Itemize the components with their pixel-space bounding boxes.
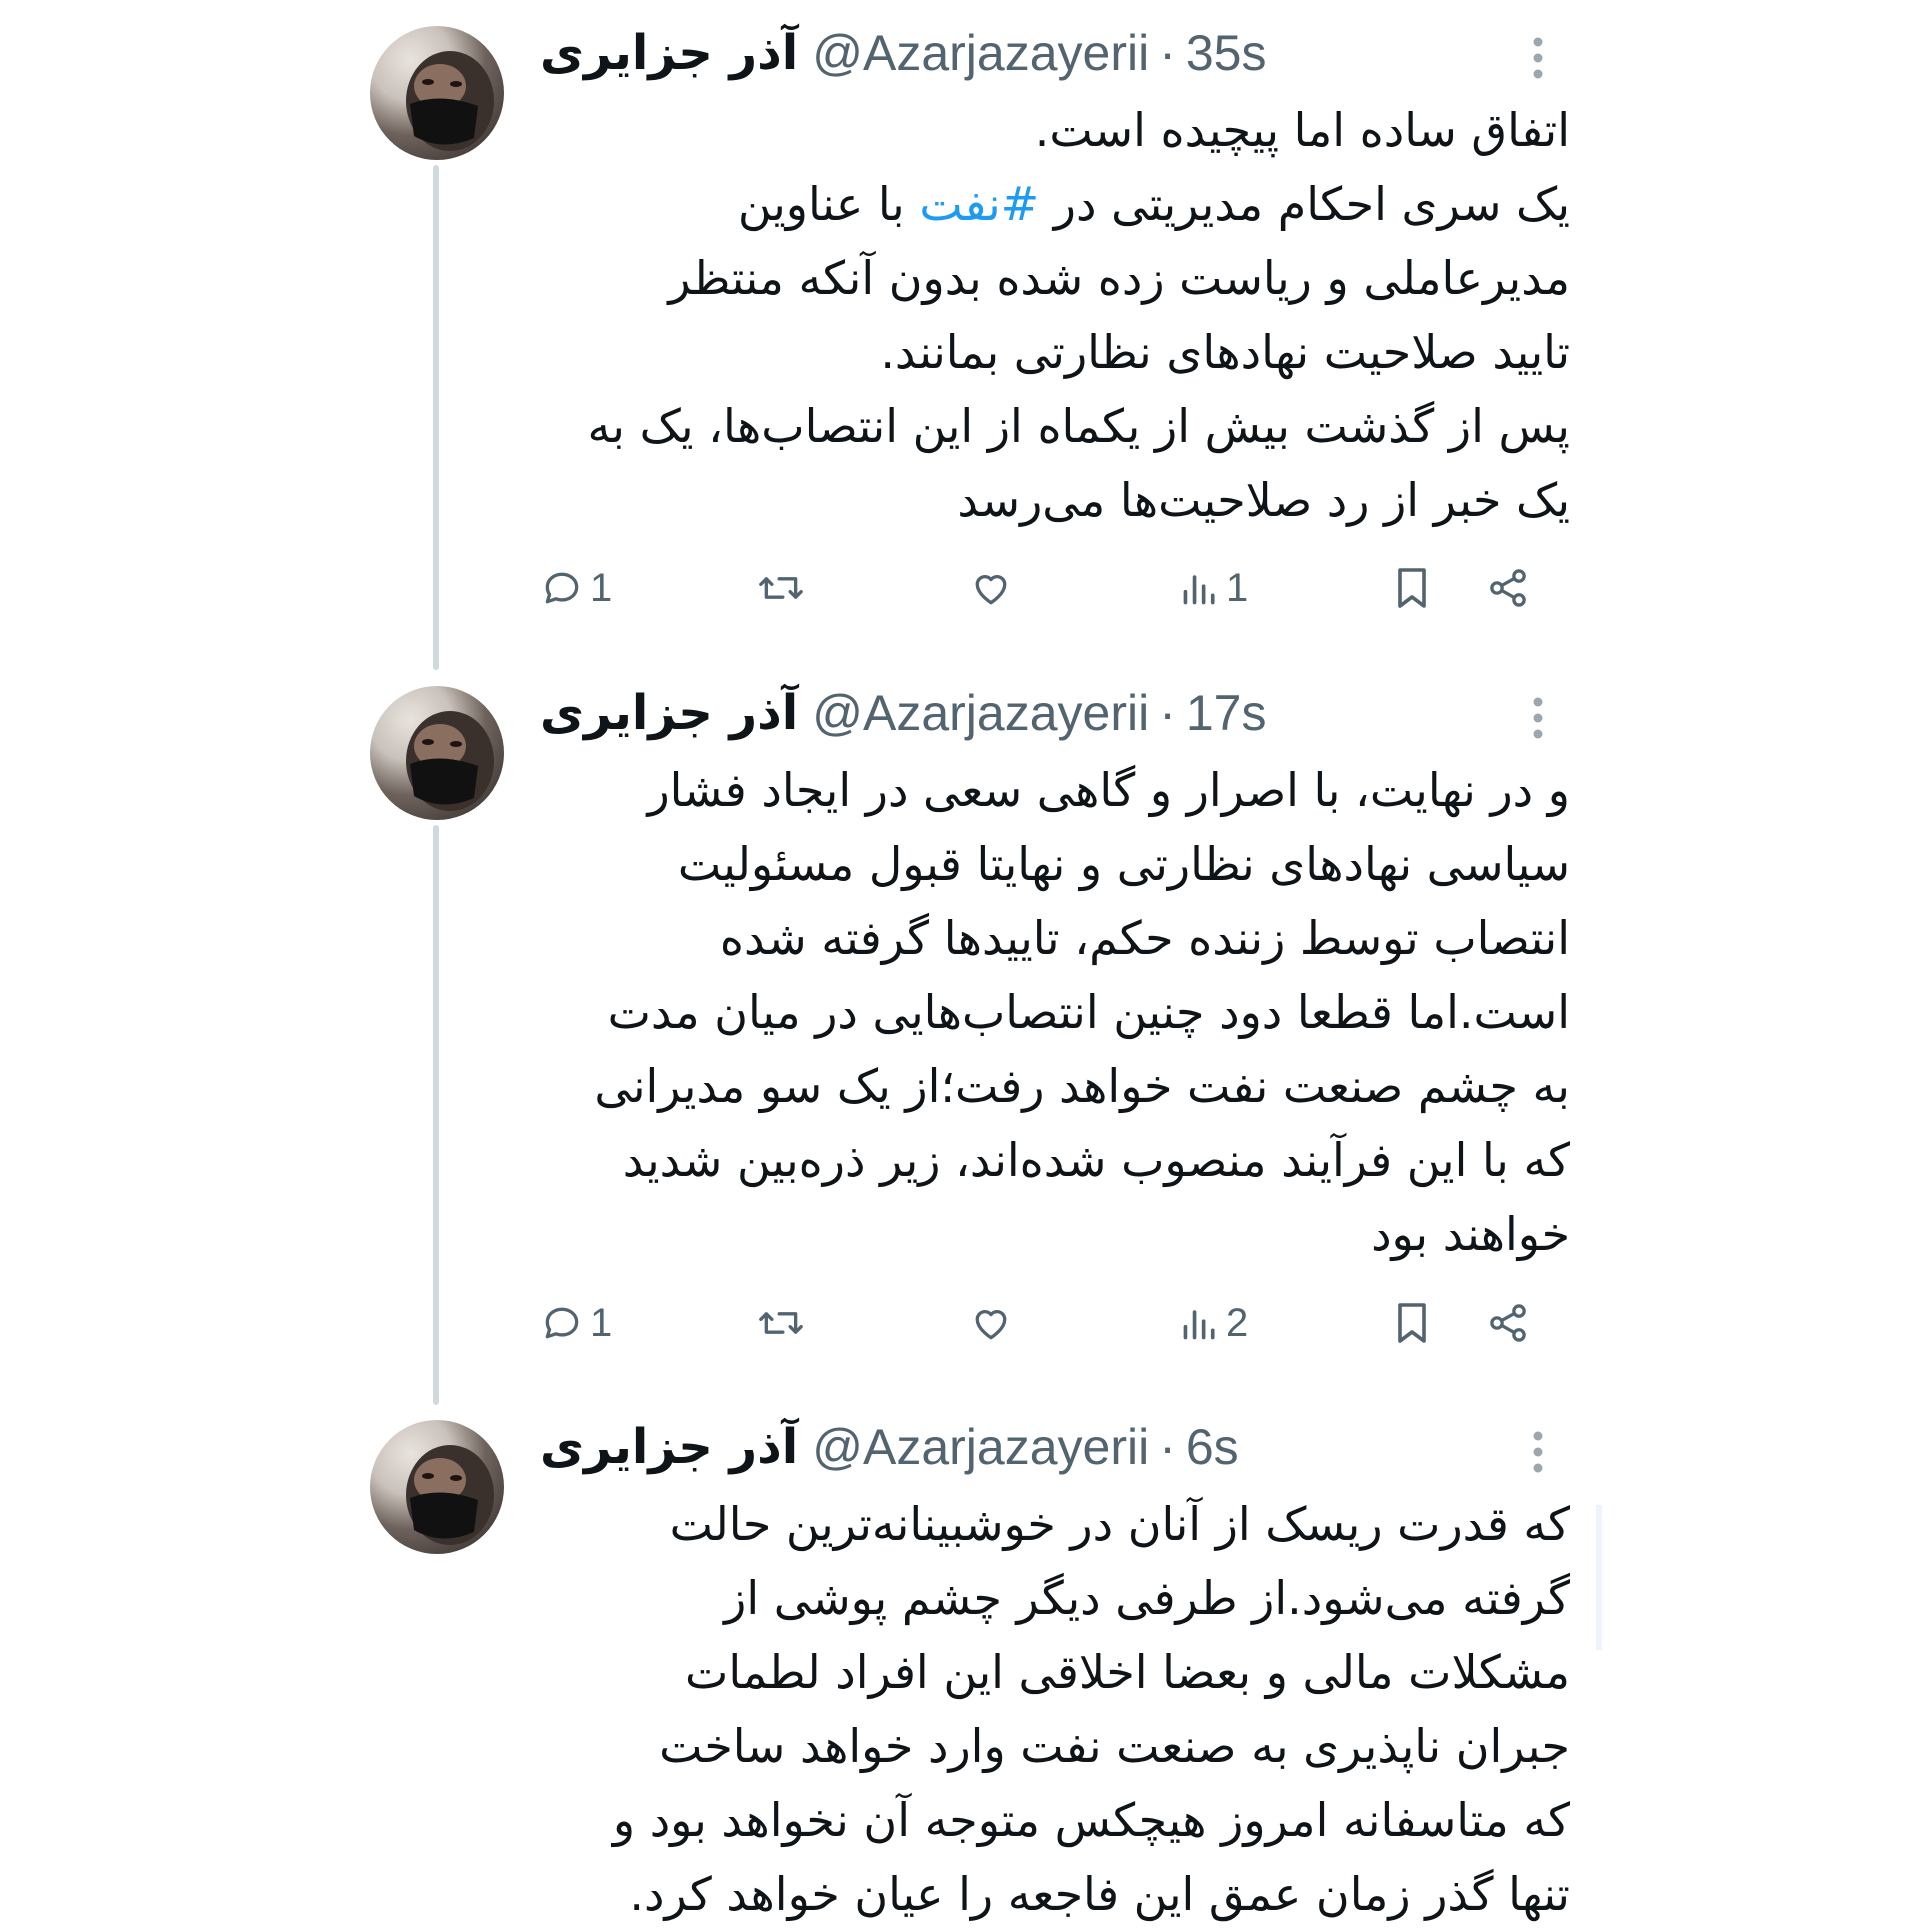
tweet-text-segment: یک سری احکام مدیریتی در xyxy=(1039,177,1570,231)
tweet-text xyxy=(540,1487,1570,1931)
reply-count: 1 xyxy=(590,1300,613,1345)
retweet-button[interactable] xyxy=(756,1293,806,1353)
like-icon xyxy=(968,566,1014,610)
author-name[interactable]: آذر جزایری xyxy=(540,685,799,741)
tweet-text-line: سیاسی نهادهای نظارتی و نهایتا قبول مسئولیت xyxy=(677,837,1570,891)
tweet-text-line: تنها گذر زمان عمق این فاجعه را عیان خواهد کرد. xyxy=(629,1867,1570,1921)
author-name[interactable]: آذر جزایری xyxy=(540,1419,799,1475)
view-count: 2 xyxy=(1226,1300,1249,1345)
tweet-text-line xyxy=(540,167,1570,241)
reply-icon xyxy=(540,566,584,610)
bookmark-icon xyxy=(1392,564,1432,612)
share-icon xyxy=(1486,566,1530,610)
timestamp[interactable]: 17s xyxy=(1185,685,1267,741)
tweet-text-line: یک خبر از رد صلاحیت‌ها می‌رسد xyxy=(957,473,1570,527)
tweet-text-line: خواهند بود xyxy=(1371,1207,1570,1261)
author-name[interactable]: آذر جزایری xyxy=(540,25,799,81)
action-bar xyxy=(540,1293,1560,1353)
timestamp[interactable]: 35s xyxy=(1185,25,1267,81)
tweet[interactable] xyxy=(0,18,1920,638)
reply-button[interactable] xyxy=(540,1293,612,1353)
share-button[interactable] xyxy=(1486,1293,1530,1353)
author-handle[interactable]: @Azarjazayerii xyxy=(812,685,1150,741)
views-button[interactable] xyxy=(1180,1293,1248,1353)
more-options-icon[interactable] xyxy=(1516,1422,1560,1482)
like-button[interactable] xyxy=(968,558,1014,618)
tweet[interactable] xyxy=(0,678,1920,1378)
tweet-text-line: اتفاق ساده اما پیچیده است. xyxy=(1034,103,1570,157)
action-bar xyxy=(540,558,1560,618)
tweet-text-segment: با عناوین xyxy=(737,177,920,231)
more-options-icon[interactable] xyxy=(1516,688,1560,748)
tweet-text-line: پس از گذشت بیش از یکماه از این انتصاب‌ها، یک به xyxy=(587,399,1570,453)
like-button[interactable] xyxy=(968,1293,1014,1353)
separator-dot: · xyxy=(1159,685,1176,741)
tweet-header xyxy=(540,1412,1540,1482)
avatar-image xyxy=(370,686,504,820)
tweet-text xyxy=(540,93,1570,537)
avatar[interactable] xyxy=(370,1420,504,1554)
avatar-image xyxy=(370,26,504,160)
share-button[interactable] xyxy=(1486,558,1530,618)
author-handle[interactable]: @Azarjazayerii xyxy=(812,25,1150,81)
tweet-header xyxy=(540,678,1540,748)
more-options-icon[interactable] xyxy=(1516,28,1560,88)
views-icon xyxy=(1180,566,1220,610)
share-icon xyxy=(1486,1301,1530,1345)
reply-count: 1 xyxy=(590,565,613,610)
tweet-text-line: که با این فرآیند منصوب شده‌اند، زیر ذره‌بین شدید xyxy=(622,1133,1570,1187)
tweet-text-line: که قدرت ریسک از آنان در خوشبینانه‌ترین حالت xyxy=(669,1497,1570,1551)
author-handle[interactable]: @Azarjazayerii xyxy=(812,1419,1150,1475)
bookmark-button[interactable] xyxy=(1392,558,1432,618)
bookmark-icon xyxy=(1392,1299,1432,1347)
bookmark-button[interactable] xyxy=(1392,1293,1432,1353)
separator-dot: · xyxy=(1159,1419,1176,1475)
avatar[interactable] xyxy=(370,26,504,160)
tweet-text xyxy=(540,753,1570,1271)
tweet[interactable] xyxy=(0,1412,1920,1920)
tweet-text-line: تایید صلاحیت نهادهای نظارتی بمانند. xyxy=(880,325,1570,379)
tweet-text-line: جبران ناپذیری به صنعت نفت وارد خواهد ساخت xyxy=(659,1719,1570,1773)
tweet-text-line: و در نهایت، با اصرار و گاهی سعی در ایجاد فشار xyxy=(647,763,1570,817)
tweet-text-line: که متاسفانه امروز هیچکس متوجه آن نخواهد بود و xyxy=(612,1793,1570,1847)
retweet-icon xyxy=(756,1301,806,1345)
tweet-text-line: مدیرعاملی و ریاست زده شده بدون آنکه منتظر xyxy=(668,251,1570,305)
reply-icon xyxy=(540,1301,584,1345)
scroll-indicator xyxy=(1596,1505,1602,1650)
tweet-text-line: انتصاب توسط زننده حکم، تاییدها گرفته شده xyxy=(719,911,1570,965)
like-icon xyxy=(968,1301,1014,1345)
retweet-icon xyxy=(756,566,806,610)
tweet-text-line: گرفته می‌شود.از طرفی دیگر چشم پوشی از xyxy=(724,1571,1570,1625)
separator-dot: · xyxy=(1159,25,1176,81)
retweet-button[interactable] xyxy=(756,558,806,618)
timestamp[interactable]: 6s xyxy=(1185,1419,1239,1475)
avatar-image xyxy=(370,1420,504,1554)
tweet-text-line: به چشم صنعت نفت خواهد رفت؛از یک سو مدیرانی xyxy=(594,1059,1570,1113)
hashtag-link[interactable]: #نفت xyxy=(919,177,1040,231)
tweet-text-line: است.اما قطعا دود چنین انتصاب‌هایی در میان مدت xyxy=(607,985,1570,1039)
tweet-header xyxy=(540,18,1540,88)
view-count: 1 xyxy=(1226,565,1249,610)
views-icon xyxy=(1180,1301,1220,1345)
reply-button[interactable] xyxy=(540,558,612,618)
avatar[interactable] xyxy=(370,686,504,820)
views-button[interactable] xyxy=(1180,558,1248,618)
tweet-text-line: مشکلات مالی و بعضا اخلاقی این افراد لطمات xyxy=(685,1645,1570,1699)
